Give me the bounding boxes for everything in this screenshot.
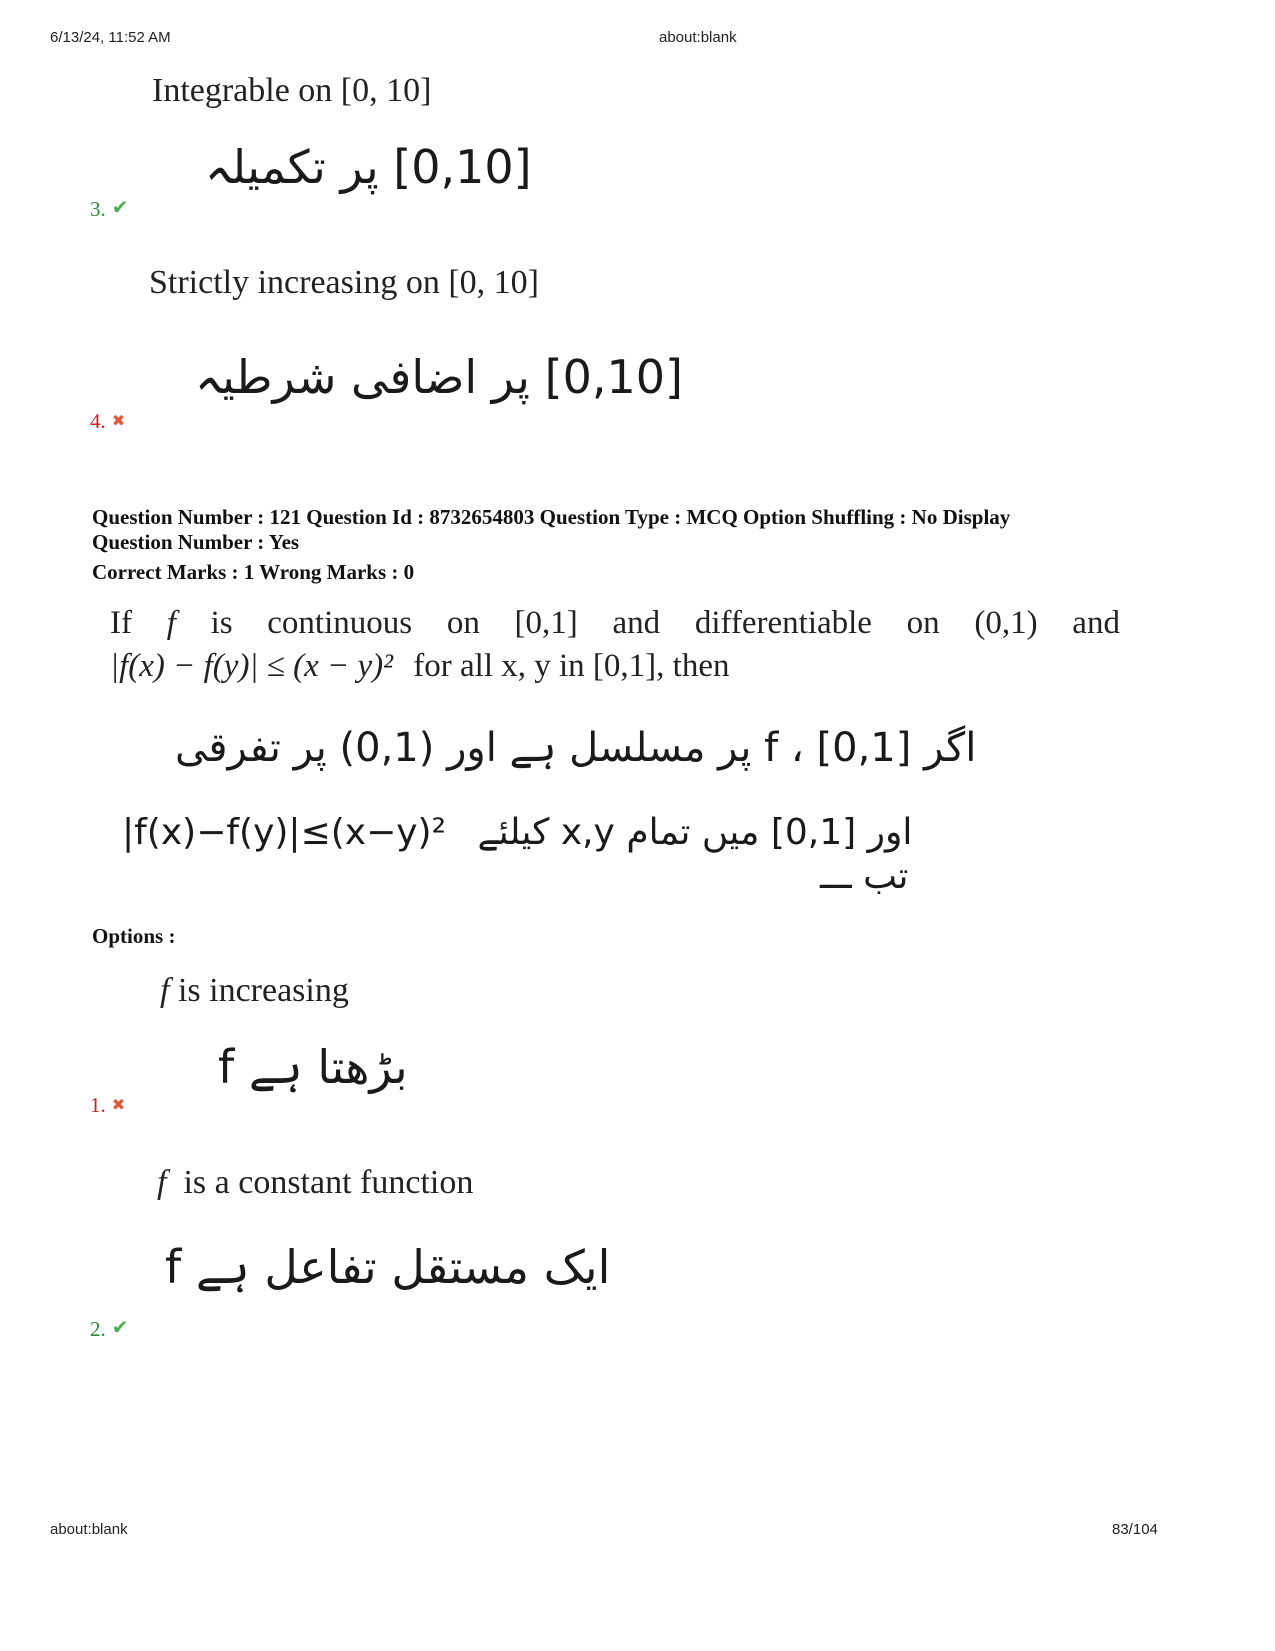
question-stem <box>110 605 1120 685</box>
stem-word: (0,1) <box>974 605 1038 641</box>
question-urdu-line3 <box>820 856 908 897</box>
stem-word: differentiable <box>694 605 872 641</box>
check-icon: ✔ <box>111 1317 129 1339</box>
check-icon: ✔ <box>111 197 129 219</box>
stem-word: If <box>110 605 132 641</box>
question-meta-line1: Question Number : 121 Question Id : 8732654803 Question Type : MCQ Option Shuffling : No Display <box>92 505 1011 529</box>
question-urdu-line3-text: تب ـــ <box>820 856 909 897</box>
option-4-english: Strictly increasing on [0, 10] <box>149 264 539 301</box>
option-4-urdu: [0,10] پر اضافی شرطیہ <box>195 350 683 404</box>
option-3-english: Integrable on [0, 10] <box>152 72 432 109</box>
option-2-number <box>90 1315 129 1342</box>
option-2-english <box>157 1164 473 1202</box>
question-stem-line2 <box>110 648 1120 685</box>
options-label: Options : <box>92 924 176 948</box>
question-urdu-line2 <box>122 812 912 853</box>
option-1-var: f <box>160 972 170 1009</box>
option-2-urdu: f ایک مستقل تفاعل ہے <box>165 1240 611 1294</box>
question-urdu-math: |f(x)−f(y)|≤(x−y)² <box>122 812 447 853</box>
question-stem-tail: for all x, y in [0,1], then <box>413 648 730 684</box>
option-2-label: 2. <box>90 1317 106 1341</box>
stem-word: and <box>1072 605 1120 641</box>
stem-word: on <box>906 605 940 641</box>
option-1-label: 1. <box>90 1093 106 1117</box>
cross-icon: ✖ <box>111 413 126 430</box>
question-urdu-line1 <box>175 725 976 771</box>
print-page-number: 83/104 <box>1112 1521 1158 1538</box>
option-1-english <box>160 972 349 1010</box>
stem-word: continuous <box>267 605 413 641</box>
stem-word: is <box>210 605 233 641</box>
option-4-number <box>90 409 125 434</box>
option-2-text: is a constant function <box>166 1164 474 1201</box>
option-1-urdu: f بڑھتا ہے <box>218 1040 408 1094</box>
option-1-number <box>90 1093 125 1118</box>
stem-word: [0,1] <box>514 605 578 641</box>
option-4-label: 4. <box>90 409 106 433</box>
stem-word: and <box>612 605 661 641</box>
question-stem-math: |f(x) − f(y)| ≤ (x − y)² <box>110 648 394 684</box>
question-urdu-line2-text: اور [0,1] میں تمام x,y کیلئے <box>477 812 913 853</box>
option-3-number <box>90 195 129 222</box>
print-title: about:blank <box>659 29 737 46</box>
stem-word: on <box>446 605 480 641</box>
option-1-text: is increasing <box>169 972 349 1009</box>
option-2-var: f <box>157 1164 167 1201</box>
print-footer-url: about:blank <box>50 1521 128 1538</box>
question-stem-line1 <box>110 605 1120 642</box>
print-datetime: 6/13/24, 11:52 AM <box>50 29 171 46</box>
question-marks: Correct Marks : 1 Wrong Marks : 0 <box>92 560 415 584</box>
stem-word: f <box>166 605 176 641</box>
cross-icon: ✖ <box>111 1097 126 1114</box>
question-meta-line2: Question Number : Yes <box>92 530 300 554</box>
option-3-urdu: [0,10] پر تکمیلہ <box>205 140 532 194</box>
question-urdu-line1-text: اگر f ، [0,1] پر مسلسل ہے اور (0,1) پر تفرقی <box>175 725 977 771</box>
option-3-label: 3. <box>90 197 106 221</box>
